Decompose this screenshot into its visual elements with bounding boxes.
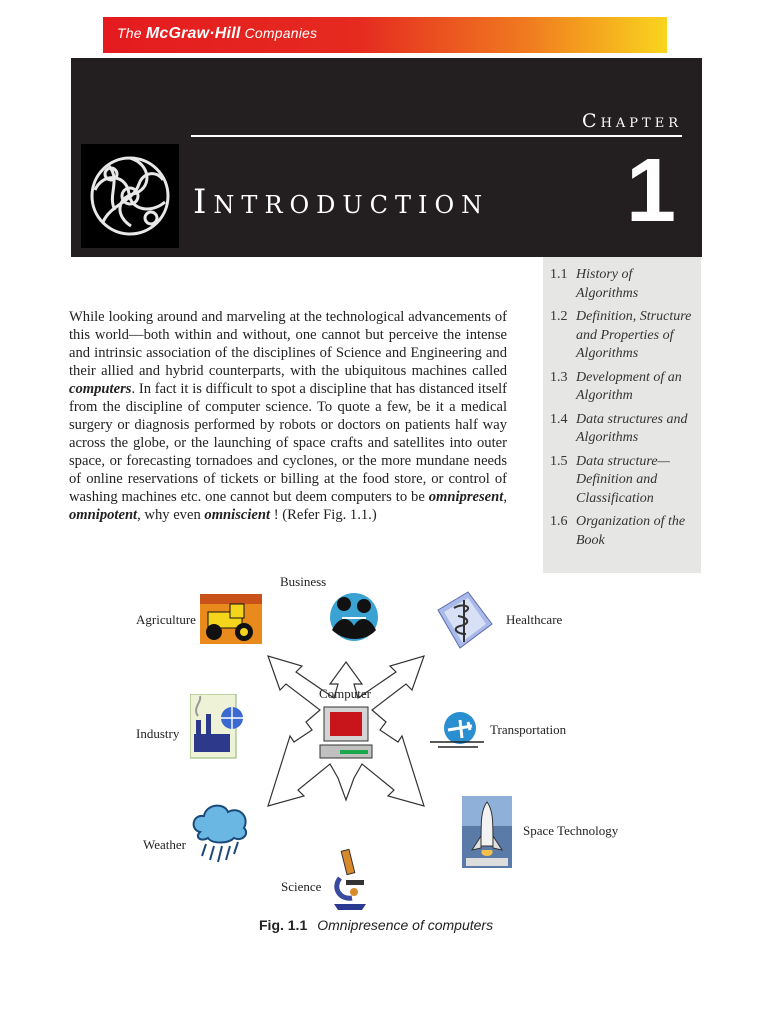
healthcare-label: Healthcare (506, 612, 563, 627)
transportation-label: Transportation (490, 722, 567, 737)
celtic-knot-emblem-icon (81, 144, 179, 248)
toc-item: 1.3 Development of an Algorithm (550, 369, 682, 403)
industry-label: Industry (136, 726, 180, 741)
intro-paragraph: While looking around and marveling at the technological advancements of this world—both within and without, one cannot but perceive the intense and intrinsic association of the disciplines of Science and Engineering and their allied and hybrid counterparts, with the ubiquitous machines called computers. In fact it is difficult to spot a discipline that has distanced itself from the discipline of computer science. To quote a few, be it a medical surgery or diagnosis performed by robots or doctors on patients half way across the globe, or the launching of space crafts and satellites into outer space, or forecasting tornadoes and cyclones, or the more mundane needs of online reservations of tickets or billing at the food store, or control of washing machines etc. one cannot but deem computers to be omnipresent, omnipotent, why even omniscient ! (Refer Fig. 1.1.) (69, 309, 507, 523)
publisher-banner (103, 17, 667, 53)
science-label: Science (281, 879, 322, 894)
chapter-number: 1 (625, 141, 676, 241)
computer-label: Computer (319, 686, 371, 701)
figure-number: Fig. 1.1 (259, 917, 308, 933)
storm-cloud-icon (190, 802, 252, 866)
chapter-title: Introduction (193, 182, 490, 222)
figure-caption-text: Omnipresence of computers (317, 917, 494, 933)
airplane-icon (428, 708, 486, 750)
publisher-name: The McGraw·Hill Companies (117, 25, 318, 42)
toc-item: 1.5 Data structure—Definition and Classification (550, 453, 670, 506)
toc-item: 1.1 History of Algorithms (550, 267, 639, 301)
microscope-icon (330, 848, 370, 912)
computer-icon (318, 705, 374, 761)
toc-item: 1.2 Definition, Structure and Properties of Algorithms (550, 309, 692, 361)
chapter-header (71, 58, 702, 257)
toc-item: 1.6 Organization of the Book (550, 514, 686, 548)
chapter-contents (543, 257, 701, 573)
business-people-icon (322, 588, 384, 646)
agriculture-label: Agriculture (136, 612, 196, 627)
figure-caption (259, 917, 493, 933)
toc-item: 1.4 Data structures and Algorithms (550, 411, 688, 445)
space-shuttle-icon (462, 796, 512, 868)
caduceus-icon (430, 590, 496, 650)
space-technology-label: Space Technology (523, 823, 619, 838)
business-label: Business (280, 574, 327, 589)
header-rule (191, 135, 682, 137)
weather-label: Weather (143, 837, 186, 852)
omnipresence-figure (0, 568, 768, 948)
tractor-icon (200, 594, 262, 644)
chapter-label: Chapter (582, 110, 682, 132)
factory-icon (190, 694, 246, 760)
